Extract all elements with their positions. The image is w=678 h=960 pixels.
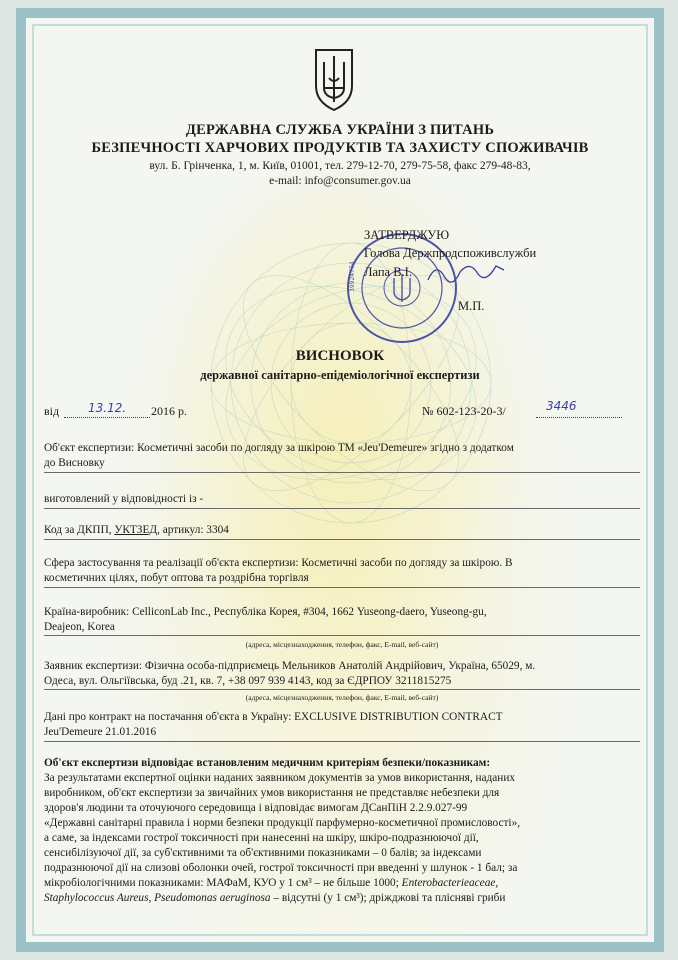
conclusion-line: виробником, об'єкт експертизи за звичайних умов використання не представляє небезпеки для: [44, 787, 500, 799]
bacteria-names: Staphylococcus Aureus, Pseudomonas aeruginosa: [44, 892, 271, 904]
micro-indicators: мікробіологічними показниками: МАФаМ, КУО у 1 см³ – не більше 1000;: [44, 877, 402, 889]
signature: [426, 258, 506, 286]
date-underline: [64, 417, 150, 418]
bacteria-name: Enterobacterieaceae,: [401, 877, 499, 889]
approved-label: ЗАТВЕРДЖУЮ: [364, 228, 450, 242]
separator: [44, 508, 640, 509]
document-title: ВИСНОВОК: [295, 348, 385, 364]
separator: [44, 472, 640, 473]
svg-text:39924774: 39924774: [349, 261, 356, 292]
conclusion-line: [44, 876, 640, 891]
applicant-field-cont: Одеса, вул. Ольгіївська, буд .21, кв. 7, +38 097 939 4143, код за ЄДРПОУ 3211815275: [44, 675, 452, 687]
code-field: [44, 523, 640, 538]
object-field-cont: до Висновку: [44, 457, 105, 469]
agency-email: e-mail: info@consumer.gov.ua: [269, 175, 411, 187]
conclusion-line: За результатами експертної оцінки наданих заявником документів за умов використання, наданих: [44, 772, 516, 784]
object-field: Об'єкт експертизи: Косметичні засоби по догляду за шкірою ТМ «Jeu'Demeure» згідно з додатком: [44, 442, 514, 454]
sphere-field: Сфера застосування та реалізації об'єкта експертизи: Косметичні засоби по догляду за шкірою. В: [44, 557, 513, 569]
conclusion-line: здоров'я людини та оточуючого середовища і відповідає вимогам ДСанПіН 2.2.9.027-99: [44, 802, 468, 814]
made-per-field: виготовлений у відповідності із -: [44, 493, 204, 505]
conclusion-line: а саме, за індексами гострої токсичності при нанесенні на шкіру, шкіро-подразнюючої дії,: [44, 832, 479, 844]
conclusion-line: «Державні санітарні правила і норми безпеки продукції парфумерно-косметичної промисловості»,: [44, 817, 521, 829]
number-label: № 602-123-20-3/: [422, 404, 506, 418]
micro-result: – відсутні (у 1 см³); дріжджові та плісняві гриби: [270, 892, 506, 904]
contract-field-cont: Jeu'Demeure 21.01.2016: [44, 726, 157, 738]
date-label: від: [44, 404, 60, 418]
conclusion-line: подразнюючої дії на слизові оболонки очей, гострої токсичності при введенні у шлунок - 1 бал; за: [44, 862, 518, 874]
document-page: [16, 8, 664, 952]
approver-name: Лапа В.І.: [364, 265, 412, 279]
conclusion-line: [44, 891, 640, 906]
contract-field: Дані про контракт на постачання об'єкта в Україну: EXCLUSIVE DISTRIBUTION CONTRACT: [44, 711, 503, 723]
year-label: 2016 р.: [151, 404, 187, 418]
separator: [44, 635, 640, 636]
conclusion-heading: Об'єкт експертизи відповідає встановленим медичним критеріям безпеки/показникам:: [44, 757, 491, 769]
number-underline: [536, 417, 622, 418]
code-uktzed: УКТЗЕД: [114, 524, 158, 536]
document-subtitle: державної санітарно-епідеміологічної експертизи: [200, 368, 480, 382]
separator: [44, 587, 640, 588]
conclusion-line: сенсибілізуючої дії, за суб'єктивними та об'єктивними показниками – 0 балів; за індексами: [44, 847, 482, 859]
code-article: , артикул: 3304: [157, 524, 229, 536]
coat-of-arms-icon: [312, 48, 356, 112]
applicant-field: Заявник експертизи: Фізична особа-підприємець Мельников Анатолій Андрійович, Україна, 65029, м.: [44, 660, 536, 672]
country-field-cont: Deajeon, Korea: [44, 621, 115, 633]
separator: [44, 741, 640, 742]
agency-name-line2: БЕЗПЕЧНОСТІ ХАРЧОВИХ ПРОДУКТІВ ТА ЗАХИСТУ СПОЖИВАЧІВ: [91, 140, 589, 156]
agency-name-line1: ДЕРЖАВНА СЛУЖБА УКРАЇНИ З ПИТАНЬ: [185, 122, 495, 138]
code-label: Код за ДКПП,: [44, 524, 115, 536]
country-caption: (адреса, місцезнаходження, телефон, факс, E-mail, веб-сайт): [245, 640, 439, 649]
separator: [44, 539, 640, 540]
sphere-field-cont: косметичних цілях, побут оптова та роздрібна торгівля: [44, 572, 309, 584]
seal-place-label: М.П.: [458, 299, 485, 313]
approver-position: Голова Держпродспоживслужби: [364, 246, 537, 260]
date-value: 13.12.: [88, 401, 127, 415]
country-field: Країна-виробник: CelliconLab Inc., Республіка Корея, #304, 1662 Yuseong-daero, Yuseong-gu,: [44, 606, 487, 618]
number-value: 3446: [546, 399, 577, 413]
applicant-caption: (адреса, місцезнаходження, телефон, факс, E-mail, веб-сайт): [245, 693, 439, 702]
agency-address: вул. Б. Грінченка, 1, м. Київ, 01001, тел. 279-12-70, 279-75-58, факс 279-48-83,: [149, 160, 531, 172]
